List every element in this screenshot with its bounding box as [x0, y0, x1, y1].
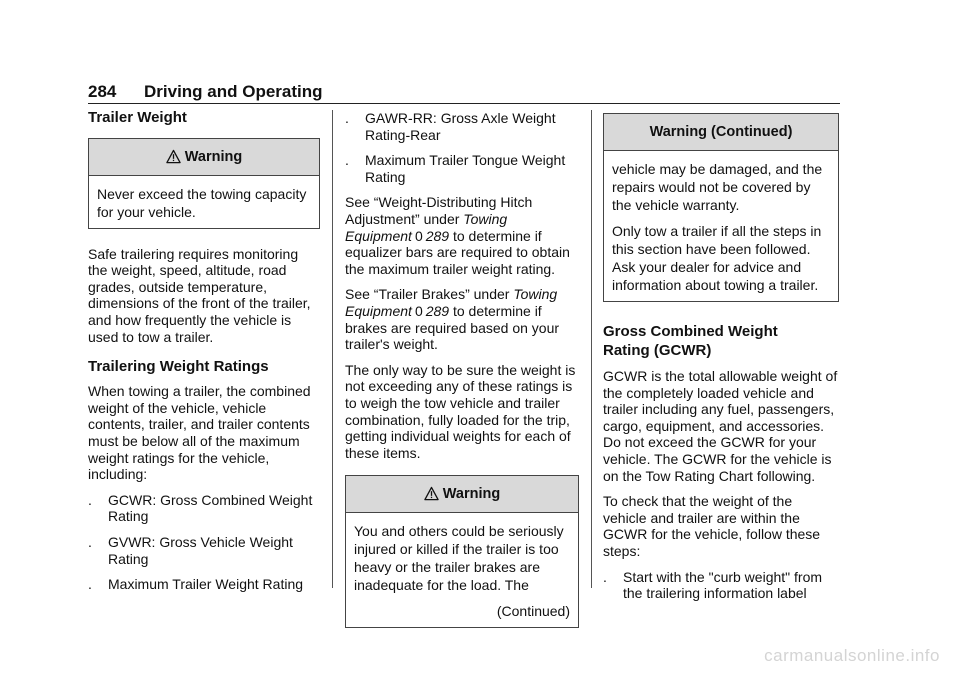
page-reference[interactable]: 289 [425, 302, 450, 319]
warning-body [89, 176, 319, 228]
paragraph: The only way to be sure the weight is not exceeding any of these ratings is to weigh the tow vehicle and trailer combination, fully loaded for the trip, getting individual weights for each of these items. [345, 361, 576, 461]
watermark: carmanualsonline.info [764, 646, 940, 665]
warning-header: Warning (Continued) [604, 114, 838, 151]
column-3 [603, 113, 839, 611]
warning-header [346, 476, 578, 513]
warning-icon [424, 479, 439, 515]
section-heading: Gross Combined Weight Rating (GCWR) [603, 323, 778, 359]
warning-body [346, 513, 578, 627]
warning-text: vehicle may be damaged, and the repairs would not be covered by the vehicle warranty. [612, 161, 823, 213]
column-divider [332, 110, 333, 588]
paragraph: To check that the weight of the vehicle and trailer are within the GCWR for the vehicle, follow these steps: [603, 493, 821, 559]
warning-box [88, 138, 320, 229]
column-divider [591, 110, 592, 588]
reference-link[interactable]: Towing Equipment [345, 286, 558, 319]
warning-text: Never exceed the towing capacity for your vehicle. [97, 185, 307, 220]
list-item: . Start with the "curb weight" from the trailering information label [603, 568, 823, 602]
paragraph: GCWR is the total allowable weight of the completely loaded vehicle and trailer including any fuel, passengers, cargo, equipment, and accessories. Do not exceed the GCWR for your vehicle. The GCWR for the vehicle is on the Tow Rating Chart following. [603, 368, 838, 484]
warning-text: You and others could be seriously injured or killed if the trailer is too heavy or the trailer brakes are inadequate for the load. The [354, 523, 564, 594]
warning-box [603, 113, 839, 302]
list-item: . GVWR: Gross Vehicle Weight Rating [88, 533, 293, 567]
cross-reference-paragraph: See “Weight-Distributing Hitch Adjustment” under Towing Equipment 0 289 to determine if equalizer bars are required to obtain the maximum trailer weight rating. [345, 194, 570, 277]
warning-box [345, 475, 579, 628]
section-heading: Trailer Weight [88, 109, 187, 126]
page-ref-arrow-icon: 0 [414, 302, 423, 319]
list-item: . Maximum Trailer Tongue Weight Rating [345, 152, 566, 185]
page-number: 284 [88, 82, 117, 101]
reference-link[interactable]: Towing Equipment [345, 210, 508, 244]
warning-label: Warning [184, 148, 243, 165]
warning-body [604, 151, 838, 301]
column-2 [345, 110, 579, 628]
list-item: . GCWR: Gross Combined Weight Rating [88, 491, 313, 525]
page-header [88, 82, 323, 102]
section-title: Driving and Operating [144, 82, 323, 101]
continued-label: (Continued) [496, 603, 570, 620]
warning-header [89, 139, 319, 176]
warning-label: Warning [442, 486, 501, 503]
page-reference[interactable]: 289 [425, 227, 450, 244]
paragraph: When towing a trailer, the combined weight of the vehicle, vehicle contents, trailer, and trailer contents must be below all of the maximum weight ratings for the vehicle, including: [88, 383, 311, 483]
list-item: . Maximum Trailer Weight Rating [88, 576, 304, 593]
header-rule [88, 103, 840, 104]
subsection-heading: Trailering Weight Ratings [88, 358, 269, 376]
paragraph: Safe trailering requires monitoring the weight, speed, altitude, road grades, outside temperature, dimensions of the front of the trailer, and how frequently the vehicle is used to tow a trailer. [88, 245, 311, 345]
list-item: . GAWR-RR: Gross Axle Weight Rating-Rear [345, 110, 556, 143]
warning-icon [166, 142, 181, 178]
cross-reference-paragraph: See “Trailer Brakes” under Towing Equipment 0 289 to determine if brakes are required based on your trailer's weight. [345, 286, 560, 353]
page-ref-arrow-icon: 0 [414, 227, 423, 244]
warning-text: Only tow a trailer if all the steps in this section have been followed. Ask your dealer for advice and information about towing a trailer. [612, 223, 822, 293]
column-1 [88, 110, 320, 602]
